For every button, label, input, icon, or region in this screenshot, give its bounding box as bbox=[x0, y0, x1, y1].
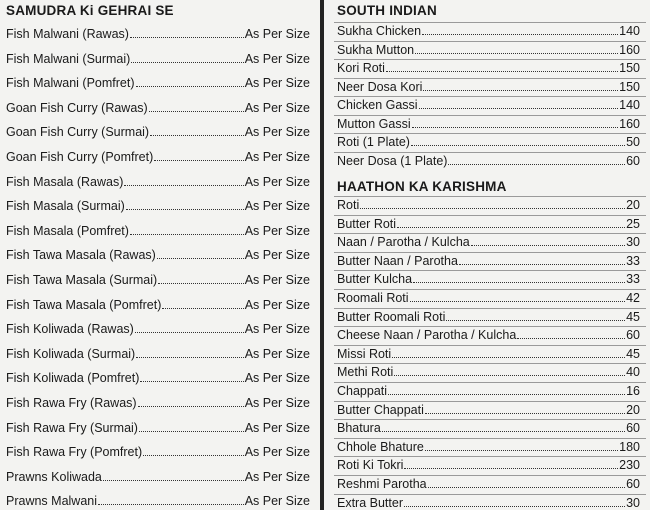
dot-leader bbox=[162, 308, 243, 309]
row-separator bbox=[334, 345, 646, 346]
menu-item bbox=[6, 27, 310, 41]
dot-leader bbox=[413, 282, 625, 283]
menu-item bbox=[6, 175, 310, 189]
dot-leader bbox=[412, 127, 619, 128]
menu-item bbox=[6, 199, 310, 213]
menu-item bbox=[336, 235, 642, 249]
menu-item bbox=[6, 224, 310, 238]
row-separator bbox=[334, 96, 646, 97]
dot-leader bbox=[425, 413, 625, 414]
dot-leader bbox=[136, 86, 244, 87]
menu-item-name: Bhatura bbox=[337, 421, 381, 436]
dot-leader bbox=[388, 394, 625, 395]
menu-item bbox=[336, 384, 642, 398]
menu-item-price: 20 bbox=[626, 198, 640, 212]
dot-leader bbox=[136, 357, 243, 358]
menu-item-name: Butter Kulcha bbox=[337, 272, 413, 287]
menu-item-name: Sukha Mutton bbox=[337, 42, 415, 57]
menu-item-price: 60 bbox=[626, 421, 640, 436]
dot-leader bbox=[360, 208, 625, 209]
dot-leader bbox=[150, 135, 244, 136]
dot-leader bbox=[423, 90, 618, 91]
menu-item bbox=[6, 52, 310, 66]
menu-item-price: As Per Size bbox=[244, 420, 310, 435]
dot-leader bbox=[154, 160, 243, 161]
menu-item-name: Fish Masala (Pomfret) bbox=[6, 223, 129, 238]
row-separator bbox=[334, 382, 646, 383]
menu-item-name: Mutton Gassi bbox=[337, 116, 411, 131]
menu-item-price: As Per Size bbox=[244, 248, 310, 263]
menu-item-price: As Per Size bbox=[244, 223, 310, 238]
menu-item-name: Roti (1 Plate) bbox=[337, 135, 410, 149]
menu-item-name: Chicken Gassi bbox=[337, 98, 418, 112]
menu-item-name: Fish Tawa Masala (Rawas) bbox=[6, 248, 156, 263]
menu-item-price: 140 bbox=[619, 98, 640, 112]
menu-item bbox=[6, 298, 310, 312]
menu-item bbox=[6, 445, 310, 459]
dot-leader bbox=[425, 450, 618, 451]
dot-leader bbox=[404, 468, 618, 469]
menu-item-price: 30 bbox=[626, 495, 640, 510]
dot-leader bbox=[404, 506, 625, 507]
row-separator bbox=[334, 196, 646, 197]
menu-item-price: 230 bbox=[619, 458, 640, 473]
menu-item bbox=[336, 154, 642, 168]
dot-leader bbox=[415, 53, 618, 54]
menu-item bbox=[6, 273, 310, 287]
menu-item-name: Chappati bbox=[337, 384, 388, 398]
menu-item-price: As Per Size bbox=[244, 494, 310, 509]
menu-item bbox=[6, 125, 310, 139]
menu-item-price: 160 bbox=[619, 116, 640, 131]
menu-item-name: Chhole Bhature bbox=[337, 439, 424, 454]
menu-item-name: Kori Roti bbox=[337, 61, 385, 75]
menu-item-price: As Per Size bbox=[244, 273, 310, 287]
dot-leader bbox=[157, 258, 244, 259]
dot-leader bbox=[98, 504, 244, 505]
row-separator bbox=[334, 289, 646, 290]
menu-item-name: Roti bbox=[337, 198, 360, 212]
dot-leader bbox=[126, 209, 244, 210]
menu-item-name: Methi Roti bbox=[337, 365, 394, 380]
menu-item-price: As Per Size bbox=[244, 150, 310, 164]
menu-item bbox=[6, 76, 310, 90]
menu-item bbox=[6, 101, 310, 115]
menu-item-name: Fish Masala (Surmai) bbox=[6, 199, 125, 214]
menu-item bbox=[336, 347, 642, 361]
menu-item-price: As Per Size bbox=[244, 174, 310, 189]
menu-item bbox=[336, 98, 642, 112]
menu-item-price: As Per Size bbox=[244, 469, 310, 484]
menu-item-name: Roomali Roti bbox=[337, 291, 409, 305]
menu-item-price: As Per Size bbox=[244, 346, 310, 361]
dot-leader bbox=[158, 283, 243, 284]
menu-item-price: As Per Size bbox=[244, 125, 310, 140]
row-separator bbox=[334, 363, 646, 364]
menu-item-price: 42 bbox=[626, 291, 640, 305]
menu-item-name: Fish Malwani (Pomfret) bbox=[6, 76, 135, 91]
dot-leader bbox=[471, 245, 625, 246]
menu-item-price: As Per Size bbox=[244, 51, 310, 66]
dot-leader bbox=[428, 487, 625, 488]
dot-leader bbox=[139, 431, 244, 432]
menu-item-price: 160 bbox=[619, 42, 640, 57]
row-separator bbox=[334, 41, 646, 42]
menu-item-name: Butter Chappati bbox=[337, 402, 424, 417]
menu-item-name: Fish Malwani (Surmai) bbox=[6, 51, 131, 66]
menu-item-price: As Per Size bbox=[244, 76, 310, 91]
menu-item-price: As Per Size bbox=[244, 297, 310, 312]
menu-item bbox=[6, 371, 310, 385]
menu-item-price: 50 bbox=[626, 135, 640, 149]
menu-item-name: Prawns Malwani bbox=[6, 494, 98, 509]
menu-item-name: Goan Fish Curry (Surmai) bbox=[6, 125, 150, 140]
menu-item bbox=[6, 396, 310, 410]
dot-leader bbox=[149, 111, 244, 112]
row-separator bbox=[334, 78, 646, 79]
menu-item bbox=[6, 248, 310, 262]
row-separator bbox=[334, 59, 646, 60]
menu-item bbox=[6, 421, 310, 435]
menu-item-name: Missi Roti bbox=[337, 346, 392, 361]
row-separator bbox=[334, 233, 646, 234]
menu-item-price: 60 bbox=[626, 153, 640, 168]
menu-item-name: Fish Malwani (Rawas) bbox=[6, 27, 129, 41]
menu-item-price: As Per Size bbox=[244, 27, 310, 41]
menu-item bbox=[6, 150, 310, 164]
seafood-heading: SAMUDRA Ki GEHRAI SE bbox=[6, 3, 174, 18]
menu-item-name: Roti Ki Tokri bbox=[337, 458, 404, 473]
dot-leader bbox=[138, 406, 244, 407]
dot-leader bbox=[382, 431, 625, 432]
menu-item-name: Neer Dosa (1 Plate) bbox=[337, 153, 448, 168]
menu-item bbox=[336, 80, 642, 94]
dot-leader bbox=[448, 164, 625, 165]
menu-item-price: As Per Size bbox=[244, 199, 310, 214]
menu-item-price: As Per Size bbox=[244, 322, 310, 337]
dot-leader bbox=[411, 145, 625, 146]
dot-leader bbox=[131, 62, 243, 63]
menu-item-name: Butter Roti bbox=[337, 216, 397, 231]
row-separator bbox=[334, 308, 646, 309]
dot-leader bbox=[130, 234, 244, 235]
dot-leader bbox=[459, 264, 625, 265]
menu-item-name: Cheese Naan / Parotha / Kulcha bbox=[337, 328, 517, 343]
menu-item-name: Goan Fish Curry (Rawas) bbox=[6, 100, 148, 115]
menu-item bbox=[336, 254, 642, 268]
menu-item bbox=[6, 347, 310, 361]
menu-item bbox=[336, 496, 642, 510]
dot-leader bbox=[130, 37, 244, 38]
menu-item bbox=[336, 440, 642, 454]
menu-item-name: Extra Butter bbox=[337, 495, 403, 510]
menu-item-name: Fish Koliwada (Pomfret) bbox=[6, 371, 140, 386]
haathon-heading: HAATHON KA KARISHMA bbox=[337, 179, 507, 194]
row-separator bbox=[334, 133, 646, 134]
row-separator bbox=[334, 215, 646, 216]
menu-item-name: Butter Naan / Parotha bbox=[337, 253, 458, 268]
menu-item bbox=[6, 322, 310, 336]
column-divider bbox=[320, 0, 324, 510]
menu-item-price: 60 bbox=[626, 328, 640, 343]
menu-item bbox=[336, 117, 642, 131]
row-separator bbox=[334, 456, 646, 457]
row-separator bbox=[334, 152, 646, 153]
menu-item-name: Fish Rawa Fry (Surmai) bbox=[6, 420, 138, 435]
dot-leader bbox=[419, 108, 619, 109]
menu-item bbox=[336, 217, 642, 231]
menu-item-price: 30 bbox=[626, 235, 640, 250]
dot-leader bbox=[103, 480, 244, 481]
dot-leader bbox=[392, 357, 625, 358]
menu-item-price: 33 bbox=[626, 272, 640, 287]
menu-item bbox=[336, 477, 642, 491]
menu-item bbox=[336, 291, 642, 305]
menu-item-name: Fish Koliwada (Surmai) bbox=[6, 346, 136, 361]
menu-item-price: As Per Size bbox=[244, 445, 310, 460]
menu-item-price: As Per Size bbox=[244, 371, 310, 386]
menu-item-name: Sukha Chicken bbox=[337, 24, 422, 38]
menu-item-name: Fish Masala (Rawas) bbox=[6, 174, 124, 189]
menu-item bbox=[336, 403, 642, 417]
menu-item-price: 16 bbox=[626, 384, 640, 398]
menu-item-name: Fish Rawa Fry (Rawas) bbox=[6, 396, 137, 410]
dot-leader bbox=[143, 455, 244, 456]
menu-item-name: Fish Tawa Masala (Pomfret) bbox=[6, 297, 162, 312]
menu-item-name: Fish Koliwada (Rawas) bbox=[6, 322, 134, 337]
row-separator bbox=[334, 401, 646, 402]
dot-leader bbox=[124, 185, 243, 186]
row-separator bbox=[334, 326, 646, 327]
menu-item bbox=[336, 365, 642, 379]
dot-leader bbox=[397, 227, 625, 228]
dot-leader bbox=[517, 338, 625, 339]
row-separator bbox=[334, 115, 646, 116]
dot-leader bbox=[446, 320, 625, 321]
menu-item bbox=[6, 494, 310, 508]
dot-leader bbox=[394, 375, 625, 376]
menu-item bbox=[336, 135, 642, 149]
dot-leader bbox=[140, 381, 243, 382]
menu-item-price: 45 bbox=[626, 309, 640, 324]
menu-item bbox=[336, 310, 642, 324]
menu-item-price: 20 bbox=[626, 402, 640, 417]
menu-item bbox=[336, 458, 642, 472]
menu-item-price: 40 bbox=[626, 365, 640, 380]
menu-item bbox=[336, 198, 642, 212]
menu-item-price: 60 bbox=[626, 477, 640, 491]
menu-item-price: 140 bbox=[619, 24, 640, 38]
menu-item-name: Fish Rawa Fry (Pomfret) bbox=[6, 445, 143, 460]
menu-item-price: 150 bbox=[619, 61, 640, 75]
dot-leader bbox=[386, 71, 618, 72]
menu-item-name: Naan / Parotha / Kulcha bbox=[337, 235, 470, 250]
row-separator bbox=[334, 252, 646, 253]
dot-leader bbox=[410, 301, 626, 302]
menu-item bbox=[336, 24, 642, 38]
menu-item bbox=[336, 43, 642, 57]
south-indian-heading: SOUTH INDIAN bbox=[337, 3, 437, 18]
row-separator bbox=[334, 494, 646, 495]
menu-item-price: 45 bbox=[626, 346, 640, 361]
menu-item bbox=[336, 272, 642, 286]
dot-leader bbox=[422, 34, 618, 35]
menu-item-name: Neer Dosa Kori bbox=[337, 79, 423, 94]
menu-item bbox=[336, 61, 642, 75]
row-separator bbox=[334, 475, 646, 476]
menu-item-name: Reshmi Parotha bbox=[337, 477, 427, 491]
row-separator bbox=[334, 419, 646, 420]
menu-item-name: Prawns Koliwada bbox=[6, 469, 102, 484]
dot-leader bbox=[135, 332, 244, 333]
menu-item bbox=[336, 421, 642, 435]
menu-item-name: Fish Tawa Masala (Surmai) bbox=[6, 273, 158, 287]
menu-item-price: 25 bbox=[626, 216, 640, 231]
row-separator bbox=[334, 22, 646, 23]
menu-item-price: As Per Size bbox=[244, 396, 310, 410]
row-separator bbox=[334, 438, 646, 439]
menu-item bbox=[336, 328, 642, 342]
row-separator bbox=[334, 270, 646, 271]
menu-item bbox=[6, 470, 310, 484]
menu-item-name: Butter Roomali Roti bbox=[337, 309, 446, 324]
menu-item-name: Goan Fish Curry (Pomfret) bbox=[6, 150, 154, 164]
menu-item-price: 180 bbox=[619, 439, 640, 454]
menu-item-price: As Per Size bbox=[244, 100, 310, 115]
menu-item-price: 150 bbox=[619, 79, 640, 94]
menu-item-price: 33 bbox=[626, 253, 640, 268]
